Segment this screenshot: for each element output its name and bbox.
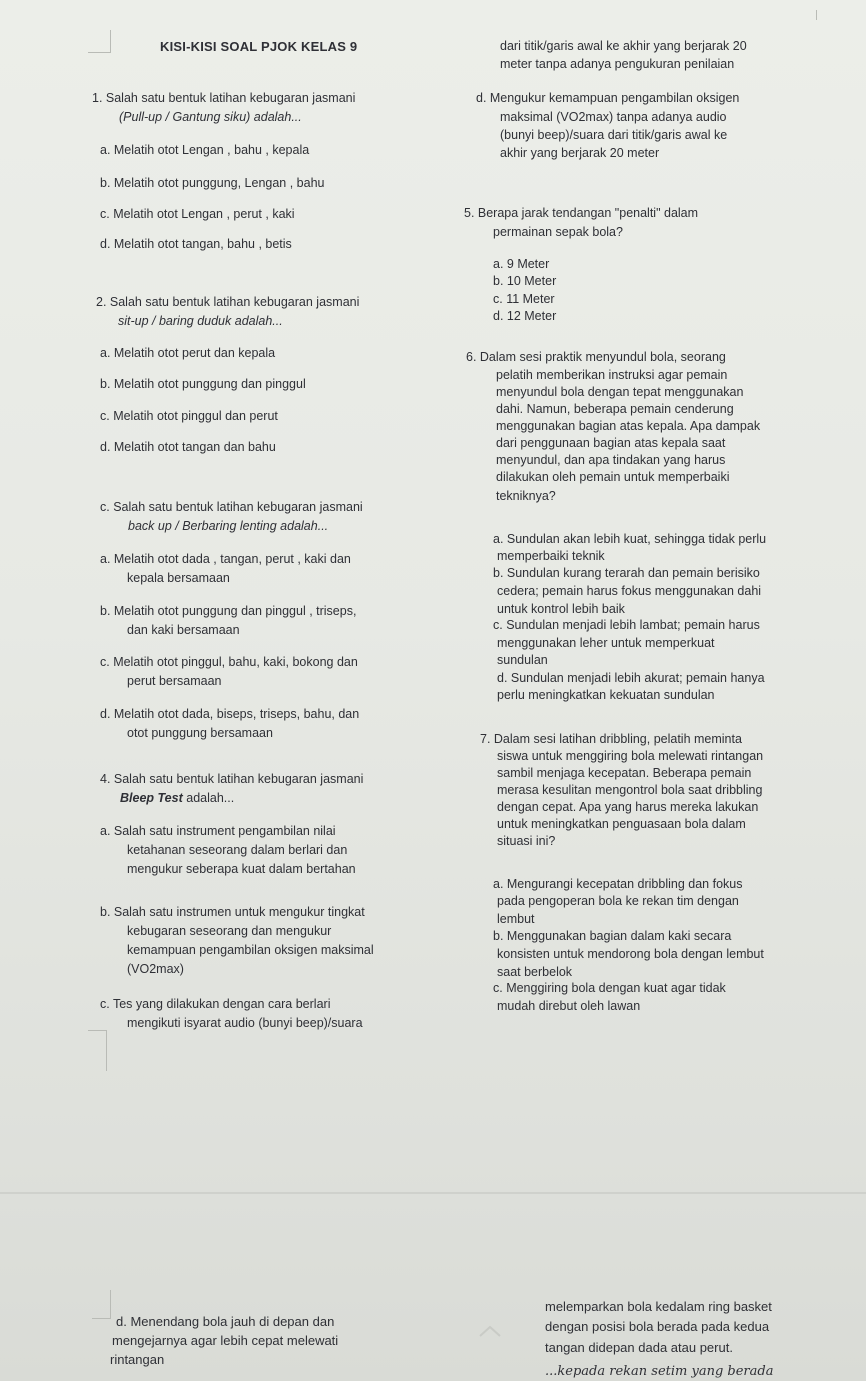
option-b: saat berbelok <box>497 965 573 979</box>
option-a: ketahanan seseorang dalam berlari dan <box>127 843 348 857</box>
option-d: d. Melatih otot tangan, bahu , betis <box>100 237 292 251</box>
option-b: konsisten untuk mendorong bola dengan lembut <box>497 947 764 961</box>
question-6-stem: 6. Dalam sesi praktik menyundul bola, seorang <box>466 350 726 364</box>
question-6-stem: pelatih memberikan instruksi agar pemain <box>496 368 728 382</box>
option-a: a. Melatih otot Lengan , bahu , kepala <box>100 143 310 157</box>
corner-mark <box>88 1030 107 1071</box>
option-c: mengikuti isyarat audio (bunyi beep)/suara <box>127 1016 363 1030</box>
option-a: a. Melatih otot perut dan kepala <box>100 346 276 360</box>
next-page-option-d: mengejarnya agar lebih cepat melewati <box>112 1333 339 1348</box>
option-a: a. 9 Meter <box>493 257 550 271</box>
question-2-stem: sit-up / baring duduk adalah... <box>118 314 283 328</box>
option-c: perut bersamaan <box>127 674 222 688</box>
corner-mark <box>816 10 847 20</box>
option-d: maksimal (VO2max) tanpa adanya audio <box>500 110 727 124</box>
option-d: d. Melatih otot tangan dan bahu <box>100 440 276 454</box>
question-7-stem: 7. Dalam sesi latihan dribbling, pelatih meminta <box>480 732 742 746</box>
question-6-stem: menyundul, dan apa tindakan yang harus <box>496 453 726 467</box>
question-7-stem: dengan cepat. Apa yang harus mereka lakukan <box>497 800 759 814</box>
next-page-option-d: rintangan <box>110 1352 165 1367</box>
question-7-stem: merasa kesulitan mengontrol bola saat dribbling <box>497 783 763 797</box>
next-page-text: ...kepada rekan setim yang berada <box>545 1364 774 1379</box>
option-d: otot punggung bersamaan <box>127 726 273 740</box>
question-1-stem: 1. Salah satu bentuk latihan kebugaran jasmani <box>92 91 356 105</box>
option-c: menggunakan leher untuk memperkuat <box>497 636 715 650</box>
question-6-stem: dahi. Namun, beberapa pemain cenderung <box>496 402 734 416</box>
option-c: c. Melatih otot pinggul, bahu, kaki, bokong dan <box>100 655 358 669</box>
question-4-stem <box>120 790 234 807</box>
option-a: memperbaiki teknik <box>497 549 605 563</box>
option-d: d. Mengukur kemampuan pengambilan oksigen <box>476 91 740 105</box>
option-b: (VO2max) <box>127 962 184 976</box>
option-d: d. 12 Meter <box>493 309 557 323</box>
option-c: c. 11 Meter <box>493 292 555 306</box>
option-a: kepala bersamaan <box>127 571 230 585</box>
question-1-stem: (Pull-up / Gantung siku) adalah... <box>119 110 302 124</box>
option-a: lembut <box>497 912 535 926</box>
question-2-stem: 2. Salah satu bentuk latihan kebugaran jasmani <box>96 295 360 309</box>
option-d: d. Melatih otot dada, biseps, triseps, bahu, dan <box>100 707 360 721</box>
option-c: sundulan <box>497 653 548 667</box>
option-d: perlu meningkatkan kekuatan sundulan <box>497 688 715 702</box>
option-b: b. Menggunakan bagian dalam kaki secara <box>493 929 732 943</box>
question-6-stem: dari penggunaan bagian atas kepala saat <box>496 436 726 450</box>
option-b: b. Melatih otot punggung, Lengan , bahu <box>100 176 325 190</box>
question-4-stem: 4. Salah satu bentuk latihan kebugaran jasmani <box>100 772 364 786</box>
option-b: b. Melatih otot punggung dan pinggul <box>100 377 306 391</box>
next-page-text: tangan didepan dada atau perut. <box>545 1340 733 1355</box>
question-7-stem: situasi ini? <box>497 834 556 848</box>
option-a: a. Salah satu instrument pengambilan nilai <box>100 824 336 838</box>
question-6-stem: tekniknya? <box>496 489 556 503</box>
option-c: mudah direbut oleh lawan <box>497 999 641 1013</box>
option-c: c. Melatih otot Lengan , perut , kaki <box>100 207 295 221</box>
option-b: b. Salah satu instrumen untuk mengukur tingkat <box>100 905 365 919</box>
option-b: kemampuan pengambilan oksigen maksimal <box>127 943 374 957</box>
option-b: untuk kontrol lebih baik <box>497 602 625 616</box>
question-5-stem: permainan sepak bola? <box>493 225 623 239</box>
question-7-stem: siswa untuk menggiring bola melewati rintangan <box>497 749 764 763</box>
bleep-test-term: Bleep Test <box>120 791 183 805</box>
stem-suffix: adalah... <box>182 791 235 805</box>
option-a: mengukur seberapa kuat dalam bertahan <box>127 862 356 876</box>
question-6-stem: menyundul bola dengan tepat menggunakan <box>496 385 744 399</box>
question-7-stem: untuk meningkatkan penguasaan bola dalam <box>497 817 746 831</box>
option-a: a. Mengurangi kecepatan dribbling dan fokus <box>493 877 743 891</box>
option-b: b. Melatih otot punggung dan pinggul , triseps, <box>100 604 357 618</box>
question-7-stem: sambil menjaga kecepatan. Beberapa pemain <box>497 766 752 780</box>
page-title: KISI-KISI SOAL PJOK KELAS 9 <box>160 39 358 54</box>
question-3-stem: c. Salah satu bentuk latihan kebugaran jasmani <box>100 500 363 514</box>
option-c-continued: dari titik/garis awal ke akhir yang berjarak 20 <box>500 39 747 53</box>
next-page-text: melemparkan bola kedalam ring basket <box>545 1299 772 1314</box>
chevron-up-icon <box>478 1324 502 1338</box>
question-6-stem: dilakukan oleh pemain untuk memperbaiki <box>496 470 730 484</box>
option-c-continued: meter tanpa adanya pengukuran penilaian <box>500 57 735 71</box>
option-c: c. Melatih otot pinggul dan perut <box>100 409 278 423</box>
page-fold-line <box>0 1192 866 1194</box>
corner-mark <box>88 30 111 53</box>
option-b: cedera; pemain harus fokus menggunakan dahi <box>497 584 762 598</box>
option-a: a. Sundulan akan lebih kuat, sehingga tidak perlu <box>493 532 767 546</box>
option-c: c. Sundulan menjadi lebih lambat; pemain harus <box>493 618 760 632</box>
question-6-stem: menggunakan bagian atas kepala. Apa dampak <box>496 419 761 433</box>
next-page-option-d: d. Menendang bola jauh di depan dan <box>116 1314 335 1329</box>
option-d: (bunyi beep)/suara dari titik/garis awal ke <box>500 128 728 142</box>
corner-mark <box>92 1290 111 1319</box>
option-a: a. Melatih otot dada , tangan, perut , kaki dan <box>100 552 351 566</box>
option-b: dan kaki bersamaan <box>127 623 240 637</box>
option-a: pada pengoperan bola ke rekan tim dengan <box>497 894 739 908</box>
question-5-stem: 5. Berapa jarak tendangan "penalti" dalam <box>464 206 699 220</box>
question-3-stem: back up / Berbaring lenting adalah... <box>128 519 329 533</box>
option-b: b. Sundulan kurang terarah dan pemain berisiko <box>493 566 760 580</box>
option-b: kebugaran seseorang dan mengukur <box>127 924 332 938</box>
option-c: c. Menggiring bola dengan kuat agar tidak <box>493 981 726 995</box>
option-d: akhir yang berjarak 20 meter <box>500 146 660 160</box>
option-b: b. 10 Meter <box>493 274 557 288</box>
option-c: c. Tes yang dilakukan dengan cara berlari <box>100 997 331 1011</box>
next-page-text: dengan posisi bola berada pada kedua <box>545 1319 770 1334</box>
option-d: d. Sundulan menjadi lebih akurat; pemain hanya <box>497 671 765 685</box>
